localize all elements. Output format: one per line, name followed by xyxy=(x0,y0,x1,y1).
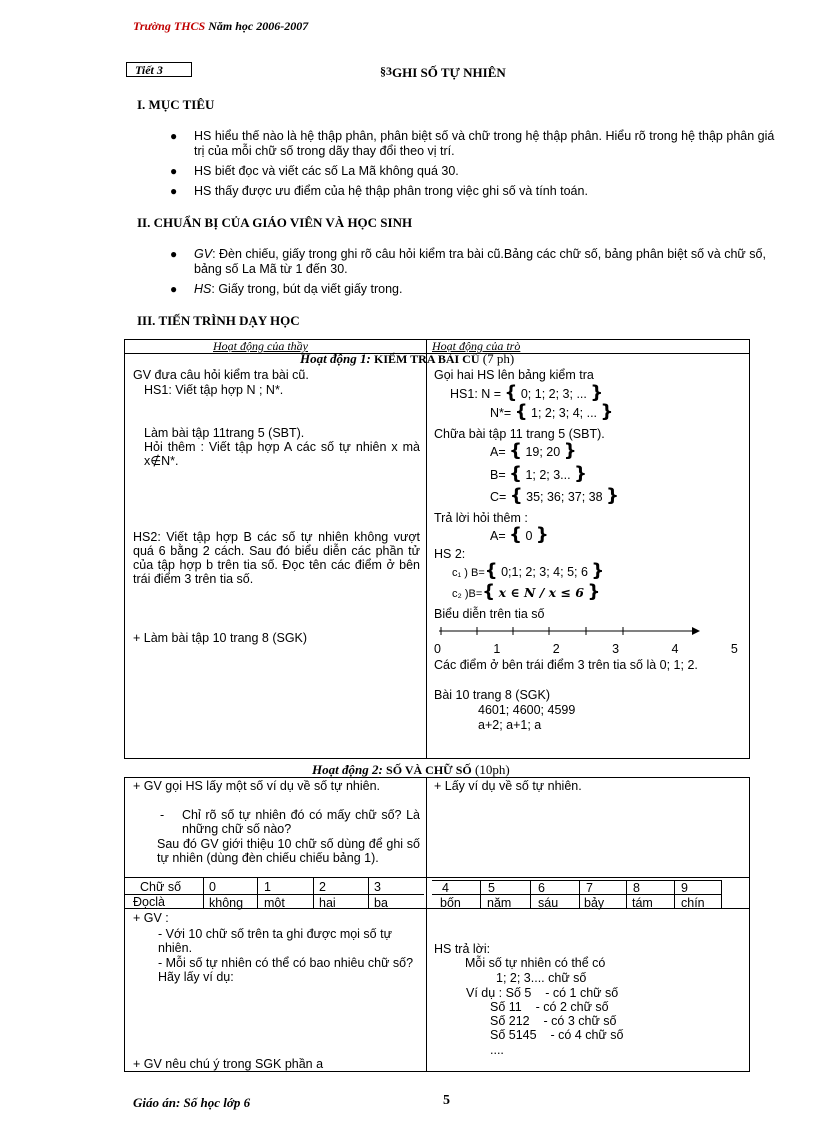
s1-points-left: Các điểm ở bên trái điểm 3 trên tia số là 0; 1; 2. xyxy=(434,658,698,672)
s3-line-5: Số 11 - có 2 chữ số xyxy=(490,1000,609,1014)
s2-line-1: + Lấy ví dụ về số tự nhiên. xyxy=(434,779,582,793)
s1-set-C: C= { 35; 36; 37; 38 } xyxy=(490,485,619,506)
section-3-heading: III. TIẾN TRÌNH DẠY HỌC xyxy=(137,313,300,328)
number-line-labels: 0 1 2 3 4 5 xyxy=(434,642,738,656)
digit-read-cell: ba xyxy=(374,896,388,910)
s1-set-A: A= { 19; 20 } xyxy=(490,440,577,461)
prep-student: ● HS: Giấy trong, bút dạ viết giấy trong. xyxy=(170,282,403,296)
t1-line-2: HS1: Viết tập hợp N ; N*. xyxy=(144,383,284,397)
section-1-heading: I. MỤC TIÊU xyxy=(137,97,215,112)
t1-line-6: + Làm bài tập 10 trang 8 (SGK) xyxy=(133,631,308,645)
digit-cell: 0 xyxy=(209,880,216,894)
t3-line-2: - Với 10 chữ số trên ta ghi được mọi số tự nhiên. xyxy=(158,927,392,955)
objective-3: ● HS thấy được ưu điểm của hệ thập phân trong việc ghi số và tính toán. xyxy=(170,184,588,198)
number-line xyxy=(434,621,704,641)
digit-cell: 1 xyxy=(264,880,271,894)
s3-line-4: Ví dụ : Số 5 - có 1 chữ số xyxy=(466,986,619,1000)
prep-teacher: ● GV: Đèn chiếu, giấy trong ghi rõ câu hỏi kiểm tra bài cũ.Bảng các chữ số, bảng phân biệt số và chữ số, bảng số La Mã từ 1 đến 30. xyxy=(170,247,766,276)
s3-line-8: .... xyxy=(490,1043,504,1057)
s3-line-7: Số 5145 - có 4 chữ số xyxy=(490,1028,624,1042)
s1-set-B1: c₁ ) B={ 0;1; 2; 3; 4; 5; 6 } xyxy=(452,560,605,581)
digit-read-cell: bốn xyxy=(440,896,461,910)
section-symbol: §3 xyxy=(380,64,392,78)
digit-cell: 9 xyxy=(681,881,688,895)
s1-set-B: B= { 1; 2; 3... } xyxy=(490,463,587,484)
s1-numberline-label: Biểu diễn trên tia số xyxy=(434,607,545,621)
s3-line-2: Mỗi số tự nhiên có thể có xyxy=(465,956,606,970)
col-student-header: Hoạt động của trò xyxy=(432,339,521,353)
digit-cell: 3 xyxy=(374,880,381,894)
digits-header-read: Đọclà xyxy=(133,895,165,909)
col-teacher-header: Hoạt động của thầy xyxy=(213,339,308,353)
s1-set-A2: A= { 0 } xyxy=(490,524,549,545)
digit-read-cell: bảy xyxy=(584,896,605,910)
digit-read-cell: không xyxy=(209,896,244,910)
s3-line-3: 1; 2; 3.... chữ số xyxy=(496,971,587,985)
digit-cell: 7 xyxy=(586,881,593,895)
s3-line-1: HS trả lời: xyxy=(434,942,491,956)
objective-2: ● HS biết đọc và viết các số La Mã không quá 30. xyxy=(170,164,459,178)
activity-2-heading: Hoạt động 2: SỐ VÀ CHỮ SỐ (10ph) xyxy=(312,762,510,777)
s1-line-ex11: Chữa bài tập 11 trang 5 (SBT). xyxy=(434,427,605,441)
digit-read-cell: sáu xyxy=(538,896,559,910)
s1-set-N: HS1: N = { 0; 1; 2; 3; ... } xyxy=(450,382,604,403)
t2-line-3: Sau đó GV giới thiệu 10 chữ số dùng để ghi số tự nhiên (dùng đèn chiếu chiếu bảng 1). xyxy=(157,837,420,865)
activity-1-heading: Hoạt động 1: KIỂM TRA BÀI CŨ (7 ph) xyxy=(300,351,515,366)
section-2-heading: II. CHUẨN BỊ CỦA GIÁO VIÊN VÀ HỌC SINH xyxy=(137,215,413,230)
t2-line-2: Chỉ rõ số tự nhiên đó có mấy chữ số? Là những chữ số nào? xyxy=(182,808,420,836)
t3-line-3: - Mỗi số tự nhiên có thể có bao nhiêu chữ số? Hãy lấy ví dụ: xyxy=(158,956,414,984)
title-text: GHI SỐ TỰ NHIÊN xyxy=(392,65,506,80)
s1-line-1: Gọi hai HS lên bảng kiểm tra xyxy=(434,368,594,382)
s1-set-Nstar: N*= { 1; 2; 3; 4; ... } xyxy=(490,401,614,422)
t3-line-4: + GV nêu chú ý trong SGK phần a xyxy=(133,1057,324,1071)
lesson-title xyxy=(380,64,506,81)
s1-ex10-b: a+2; a+1; a xyxy=(478,718,542,732)
footer-title: Giáo án: Số học lớp 6 xyxy=(133,1095,251,1110)
digits-header-number: Chữ số xyxy=(140,880,182,894)
lesson-number-box: Tiết 3 xyxy=(126,62,192,77)
t2-dash: - xyxy=(160,808,165,822)
t1-line-5: HS2: Viết tập hợp B các số tự nhiên không vượt quá 6 bằng 2 cách. Sau đó biểu diễn các phần tử của tập hợp b trên tia số. Đọc tên các điểm ở bên trái điểm 3 trên tia số. xyxy=(133,530,420,586)
digit-cell: 8 xyxy=(633,881,640,895)
digit-read-cell: chín xyxy=(681,896,705,910)
t1-line-3: Làm bài tập 11trang 5 (SBT). xyxy=(144,426,305,440)
page-header xyxy=(133,19,308,34)
t2-line-1: + GV gọi HS lấy một số ví dụ về số tự nhiên. xyxy=(133,779,381,793)
objective-1: ● HS hiểu thế nào là hệ thập phân, phân biệt số và chữ trong hệ thập phân. Hiểu rõ trong hệ thập phân giá trị của mỗi chữ số trong dãy thay đổi theo vị trí. xyxy=(170,129,775,158)
digit-read-cell: hai xyxy=(319,896,336,910)
page-number: 5 xyxy=(443,1093,450,1108)
digit-cell: 4 xyxy=(442,881,449,895)
digit-cell: 6 xyxy=(538,881,545,895)
digit-read-cell: tám xyxy=(632,896,653,910)
t1-line-4: Hỏi thêm : Viết tập hợp A các số tự nhiên x mà x∉N*. xyxy=(144,440,420,468)
school-year: Năm học 2006-2007 xyxy=(208,19,309,33)
digit-cell: 5 xyxy=(488,881,495,895)
s1-answer-extra: Trả lời hỏi thêm : xyxy=(434,511,528,525)
s1-hs2: HS 2: xyxy=(434,547,466,561)
s3-line-6: Số 212 - có 3 chữ số xyxy=(490,1014,617,1028)
s1-ex10: Bài 10 trang 8 (SGK) xyxy=(434,688,551,702)
t3-line-1: + GV : xyxy=(133,911,169,925)
s1-ex10-a: 4601; 4600; 4599 xyxy=(478,703,576,717)
digit-read-cell: một xyxy=(264,896,285,910)
digit-cell: 2 xyxy=(319,880,326,894)
s1-set-B2: c₂ )B={ x ∈ N / x ≤ 6 } xyxy=(452,581,601,602)
digit-read-cell: năm xyxy=(487,896,512,910)
school-name: Trường THCS xyxy=(133,19,206,33)
t1-line-1: GV đưa câu hỏi kiểm tra bài cũ. xyxy=(133,368,309,382)
